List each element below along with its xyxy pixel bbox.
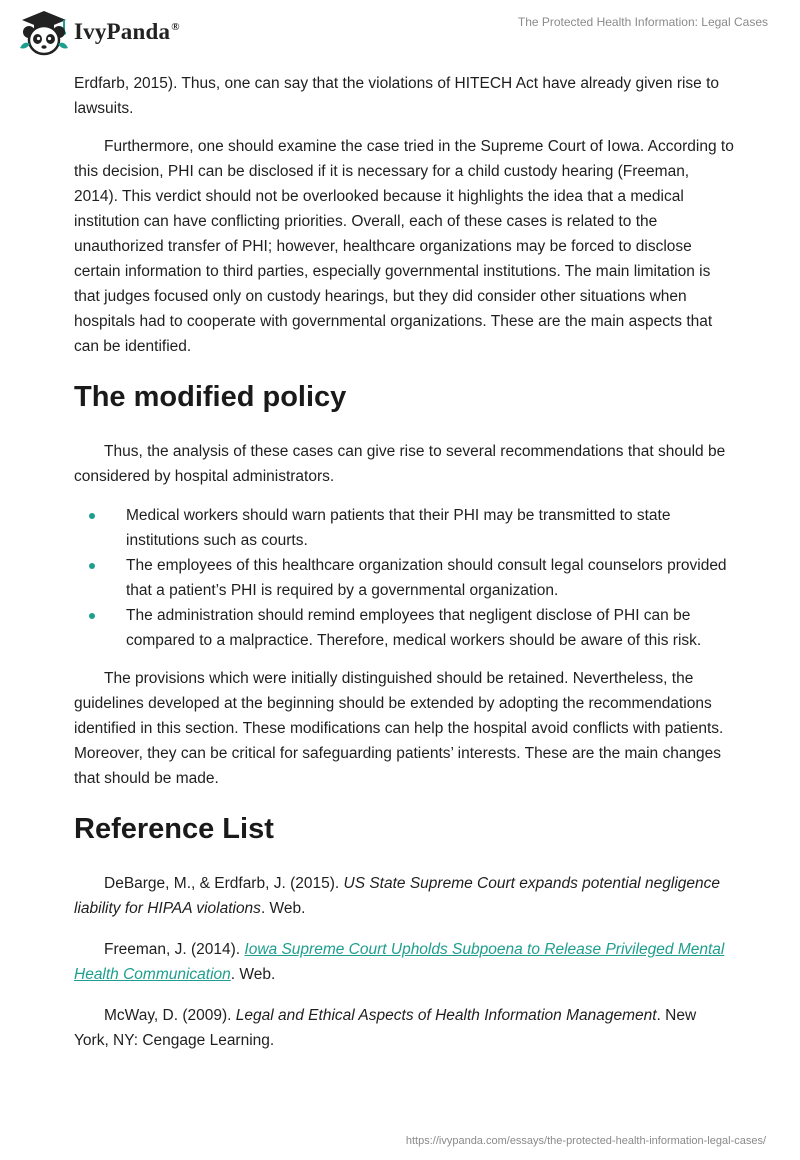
reference-title: US State Supreme Court expands potential negligence liability for HIPAA violations	[74, 875, 721, 917]
list-item: Medical workers should warn patients that their PHI may be transmitted to state institutions such as courts.	[74, 503, 734, 553]
paragraph-recommendations-intro: Thus, the analysis of these cases can give rise to several recommendations that should be considered by hospital administrators.	[74, 443, 726, 485]
bullet-dot-icon	[89, 563, 95, 569]
bullet-dot-icon	[89, 613, 95, 619]
reference-title: Legal and Ethical Aspects of Health Information Management	[235, 1007, 657, 1024]
registered-mark: ®	[171, 21, 180, 34]
document-body	[74, 71, 734, 1053]
footer-url: https://ivypanda.com/essays/the-protected-health-information-legal-cases/	[405, 1135, 766, 1147]
recommendations-list	[74, 503, 734, 653]
brand-name: IvyPanda®	[74, 19, 180, 44]
list-item: The employees of this healthcare organization should consult legal counselors provided that a patient’s PHI is required by a governmental organization.	[74, 553, 734, 603]
bullet-dot-icon	[89, 513, 95, 519]
paragraph-continuation: Erdfarb, 2015). Thus, one can say that the violations of HITECH Act have already given rise to lawsuits.	[74, 75, 720, 117]
section-heading-modified-policy: The modified policy	[74, 381, 347, 413]
list-item: The administration should remind employees that negligent disclose of PHI can be compared to a malpractice. Therefore, medical workers should be aware of this risk.	[74, 603, 734, 653]
reference-freeman: Freeman, J. (2014). Iowa Supreme Court Upholds Subpoena to Release Privileged Mental Health Communication. Web.	[74, 941, 725, 983]
document-title: The Protected Health Information: Legal Cases	[517, 15, 768, 29]
reference-link-freeman[interactable]: Iowa Supreme Court Upholds Subpoena to Release Privileged Mental Health Communication	[74, 941, 725, 983]
paragraph-iowa-case: Furthermore, one should examine the case tried in the Supreme Court of Iowa. According to this decision, PHI can be disclosed if it is necessary for a child custody hearing (Freeman, 2014). This verdict should not be overlooked because it highlights the idea that a medical institution can have conflicting priorities. Overall, each of these cases is related to the unauthorized transfer of PHI; however, healthcare organizations may be forced to disclose certain information to third parties, especially governmental institutions. The main limitation is that judges focused only on custody hearings, but they did consider other situations when hospitals had to cooperate with governmental organizations. These are the main aspects that can be identified.	[74, 138, 734, 355]
reference-debarge: DeBarge, M., & Erdfarb, J. (2015). US State Supreme Court expands potential negligence liability for HIPAA violations. Web.	[74, 875, 721, 917]
page-header	[0, 0, 800, 60]
section-heading-reference-list: Reference List	[74, 813, 274, 845]
reference-mcway: McWay, D. (2009). Legal and Ethical Aspects of Health Information Management. New York, NY: Cengage Learning.	[74, 1007, 697, 1049]
paragraph-provisions: The provisions which were initially distinguished should be retained. Nevertheless, the guidelines developed at the beginning should be extended by adopting the recommendations identified in this section. These modifications can help the hospital avoid conflicts with patients. Moreover, they can be critical for safeguarding patients’ interests. These are the main changes that should be made.	[74, 670, 724, 787]
panda-graduate-icon	[14, 8, 70, 56]
ivypanda-logo[interactable]	[14, 8, 180, 56]
